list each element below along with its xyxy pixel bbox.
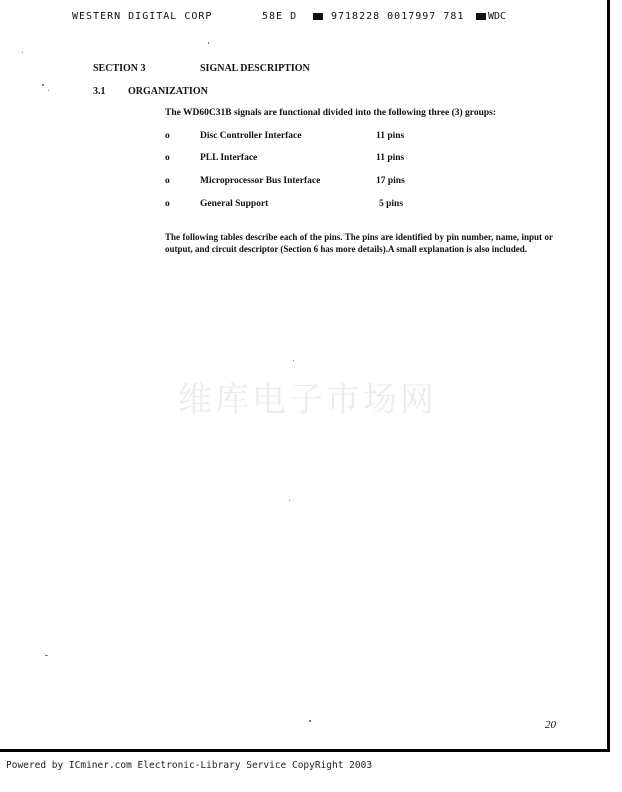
header-block-mark <box>313 13 323 20</box>
scan-speck <box>293 360 294 361</box>
bullet: o <box>165 199 170 209</box>
scan-speck <box>42 84 44 86</box>
watermark: 维库电子市场网 <box>178 380 437 420</box>
scan-speck <box>208 42 209 44</box>
section-title: SIGNAL DESCRIPTION <box>200 63 310 74</box>
group-pins: 17 pins <box>376 176 405 186</box>
header-block-mark-2 <box>476 13 486 20</box>
group-pins: 5 pins <box>379 199 404 209</box>
header-number: 9718228 0017997 781 <box>331 11 465 22</box>
group-pins: 11 pins <box>376 131 405 141</box>
scan-speck <box>309 720 311 722</box>
description-paragraph: The following tables describe each of the pins. The pins are identified by pin number, name, input or output, and circuit descriptor (Section 6 has more details).A small explanation is also included. <box>165 232 553 254</box>
scan-speck <box>48 90 49 91</box>
scan-speck <box>289 500 290 501</box>
header-suffix: WDC <box>488 11 507 22</box>
group-name: PLL Interface <box>200 153 258 163</box>
bullet: o <box>165 153 170 163</box>
group-pins: 11 pins <box>376 153 405 163</box>
bullet: o <box>165 176 170 186</box>
scan-speck <box>45 655 48 656</box>
group-name: General Support <box>200 199 269 209</box>
subsection-number: 3.1 <box>93 86 106 97</box>
header-code: 58E D <box>262 11 298 22</box>
group-name: Disc Controller Interface <box>200 131 302 141</box>
intro-text: The WD60C31B signals are functional divided into the following three (3) groups: <box>165 108 497 118</box>
section-number: SECTION 3 <box>93 63 146 74</box>
page-number: 20 <box>545 719 556 731</box>
scan-speck <box>22 52 23 53</box>
footer-credit: Powered by ICminer.com Electronic-Library Service CopyRight 2003 <box>6 760 373 771</box>
bullet: o <box>165 131 170 141</box>
header-company: WESTERN DIGITAL CORP <box>72 11 213 22</box>
subsection-title: ORGANIZATION <box>128 86 208 97</box>
group-name: Microprocessor Bus Interface <box>200 176 321 186</box>
